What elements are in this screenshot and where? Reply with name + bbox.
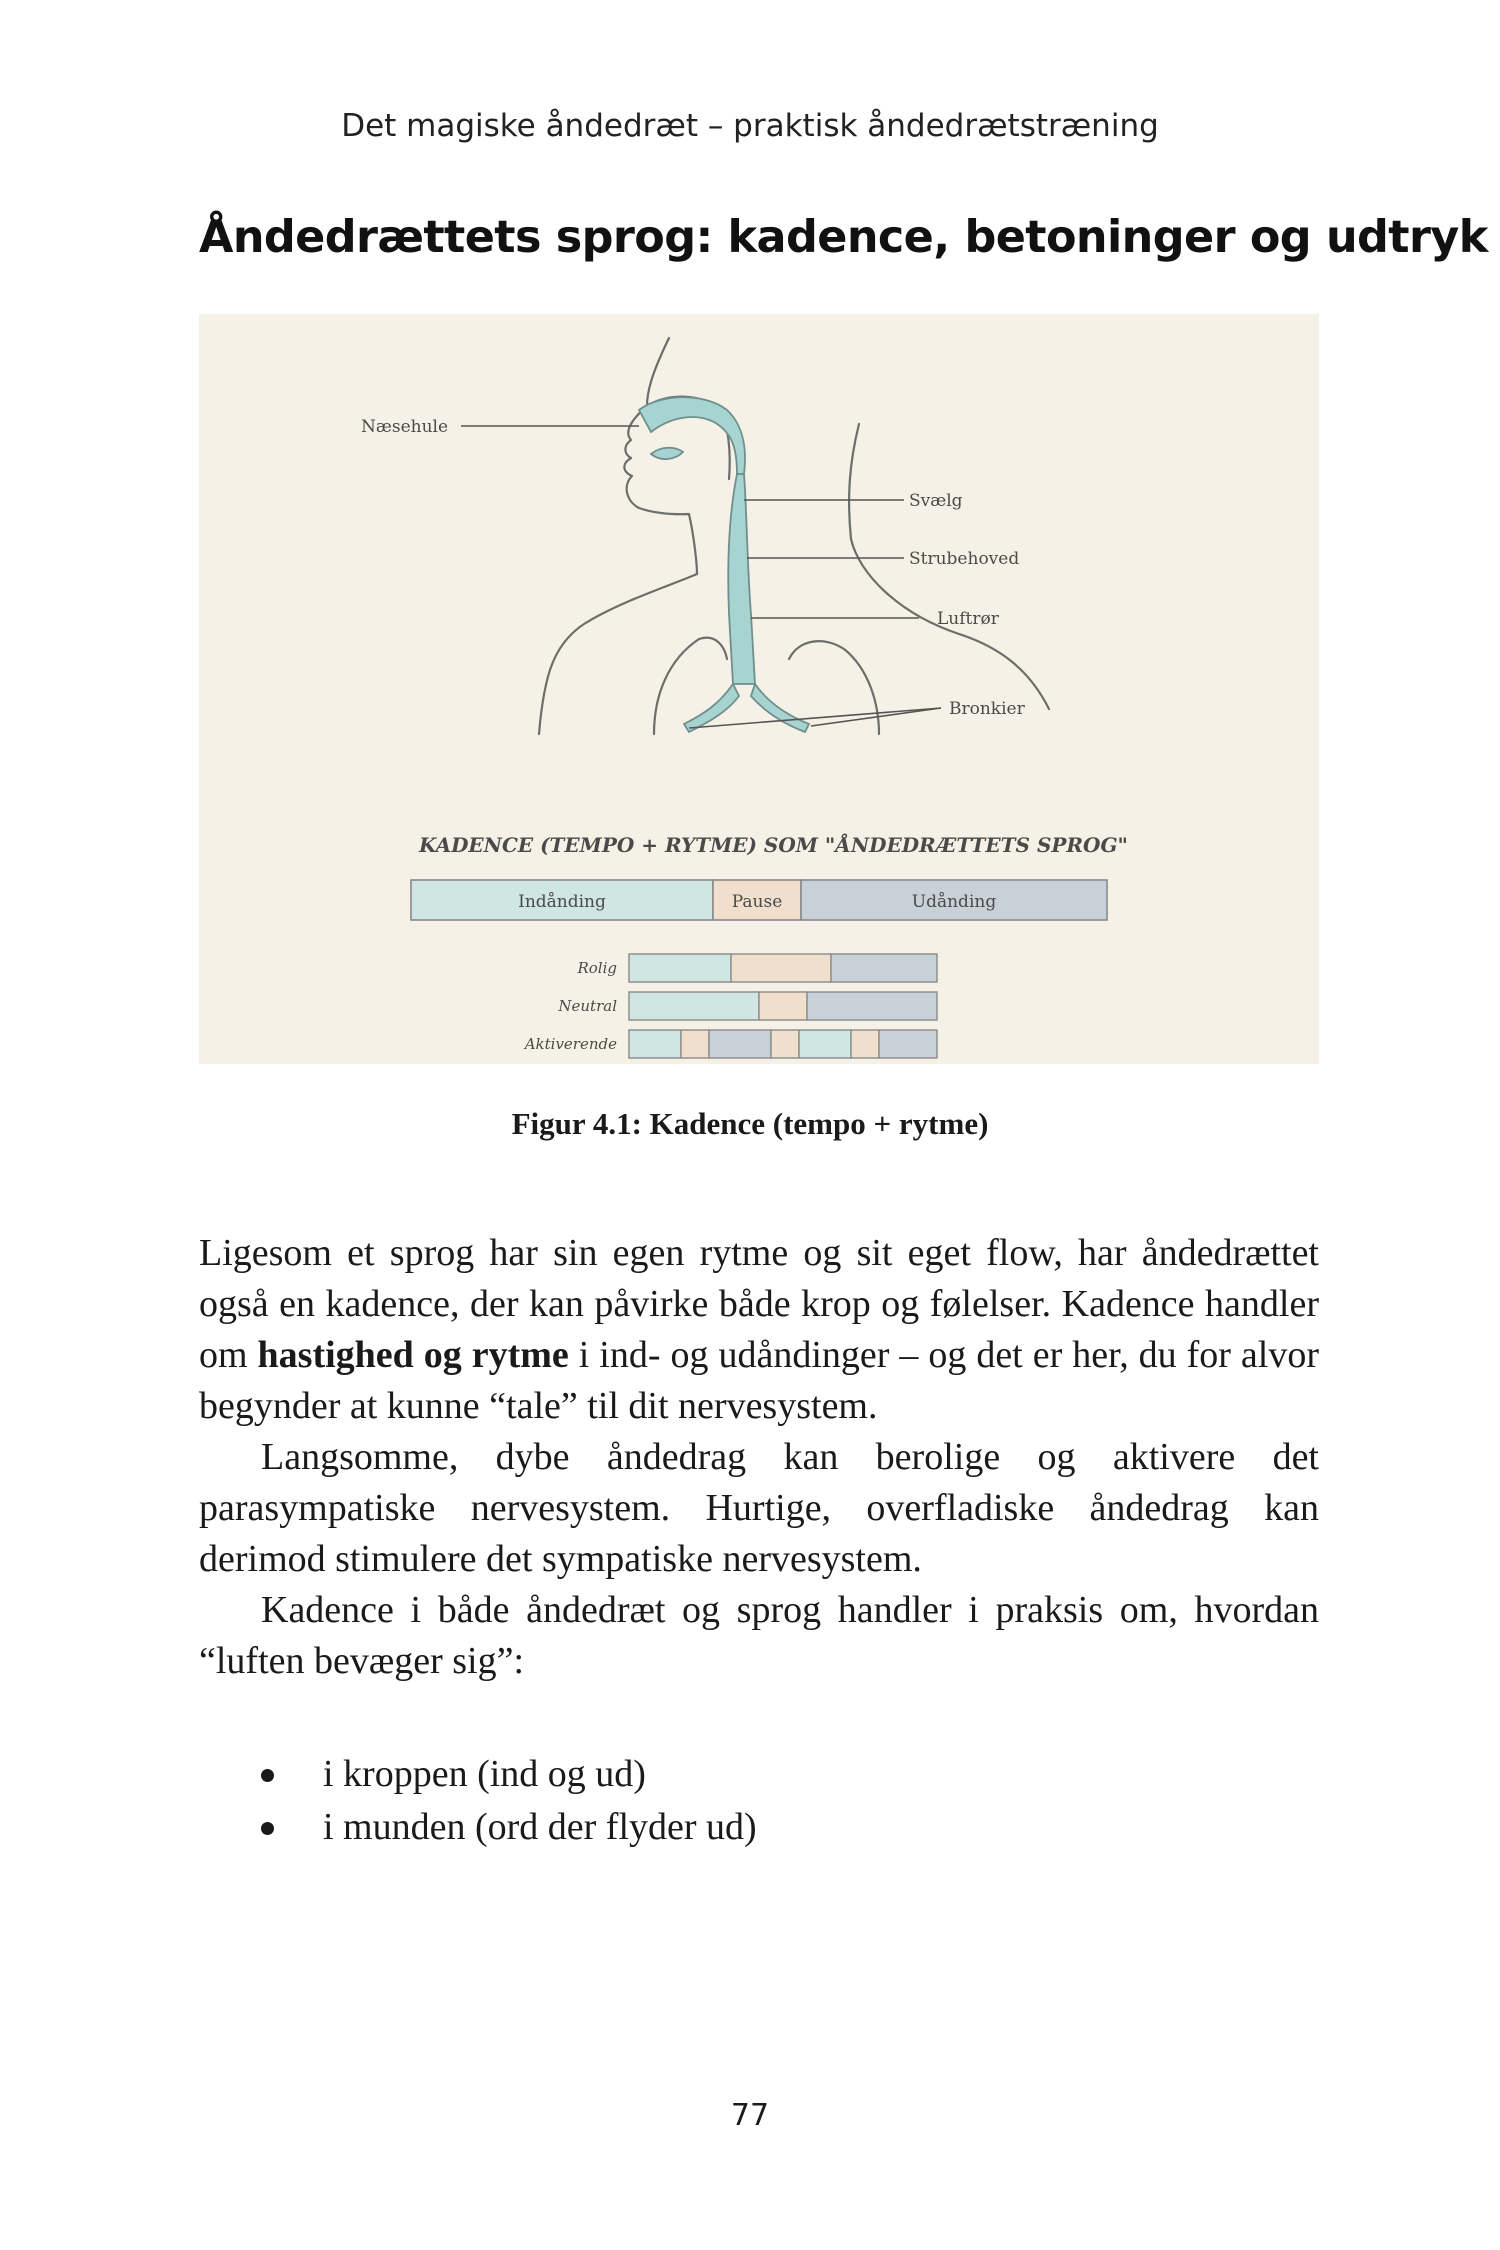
phase-label: Indånding — [518, 892, 606, 912]
list-item-text: i munden (ord der flyder ud) — [323, 1806, 757, 1848]
figure-illustration — [199, 314, 1319, 1064]
aktiv-exhale-2 — [879, 1030, 937, 1058]
paragraph-1-text-b: i ind- og udåndinger – og det er her, du for alvor begynder at kunne “tale” til dit nervesystem. — [199, 1334, 1320, 1427]
right-lung — [789, 641, 879, 734]
rolig-exhale — [831, 954, 937, 982]
tongue — [651, 448, 683, 459]
paragraph-2: Langsomme, dybe åndedrag kan berolige og aktivere det parasympatiske nervesystem. Hurtige, overfladiske åndedrag kan derimod stimulere det sympatiske nervesystem. — [199, 1436, 1319, 1580]
paragraph-1 — [199, 1228, 1319, 1432]
aktiv-inhale-1 — [629, 1030, 681, 1058]
anatomy-label: Strubehoved — [909, 549, 1020, 569]
cadence-rows — [629, 954, 937, 1058]
row-label: Neutral — [558, 997, 617, 1015]
rolig-pause — [731, 954, 831, 982]
page-number: 77 — [730, 2098, 770, 2133]
row-label: Rolig — [577, 959, 617, 977]
neutral-exhale — [807, 992, 937, 1020]
anatomy-label: Bronkier — [949, 699, 1025, 719]
phase-label: Pause — [731, 892, 783, 912]
figure-caption: Figur 4.1: Kadence (tempo + rytme) — [511, 1106, 989, 1141]
left-lung — [654, 638, 727, 734]
bullet-icon — [261, 1822, 274, 1835]
anatomy-label: Luftrør — [937, 609, 999, 629]
row-label: Aktiverende — [524, 1035, 617, 1053]
paragraph-1-bold: hastighed og rytme — [257, 1334, 569, 1376]
rolig-inhale — [629, 954, 731, 982]
running-header: Det magiske åndedræt – praktisk åndedrætstræning — [341, 108, 1159, 144]
paragraph-1-text-a: Ligesom et sprog har sin egen rytme og sit eget flow, har åndedrættet også en kadence, der kan påvirke både krop og følelser. Kadence handler om — [199, 1232, 1319, 1376]
aktiv-inhale-2 — [799, 1030, 851, 1058]
aktiv-pause-2 — [771, 1030, 799, 1058]
phase-label: Udånding — [911, 892, 997, 912]
neutral-inhale — [629, 992, 759, 1020]
list-item — [199, 1801, 1319, 1854]
aktiv-exhale-1 — [709, 1030, 771, 1058]
bullet-list — [199, 1748, 1319, 1854]
anatomy-cadence-svg — [199, 314, 1319, 1064]
paragraph-3: Kadence i både åndedræt og sprog handler i praksis om, hvordan “luften bevæger sig”: — [199, 1589, 1319, 1682]
body-outline — [539, 338, 1049, 734]
bullet-icon — [261, 1769, 274, 1782]
anatomy-label: Svælg — [909, 491, 963, 511]
right-bronchus — [751, 684, 809, 732]
body-text — [199, 1228, 1319, 1687]
list-item-text: i kroppen (ind og ud) — [323, 1753, 646, 1795]
trachea — [728, 474, 755, 684]
left-shoulder — [539, 574, 697, 734]
list-item — [199, 1748, 1319, 1801]
neutral-pause — [759, 992, 807, 1020]
anatomy-label: Næsehule — [361, 417, 449, 437]
section-title: Åndedrættets sprog: kadence, betoninger og udtryk — [199, 212, 1488, 263]
aktiv-pause-3 — [851, 1030, 879, 1058]
cadence-diagram-title: KADENCE (TEMPO + RYTME) SOM "ÅNDEDRÆTTETS SPROG" — [419, 833, 1128, 857]
aktiv-pause-1 — [681, 1030, 709, 1058]
